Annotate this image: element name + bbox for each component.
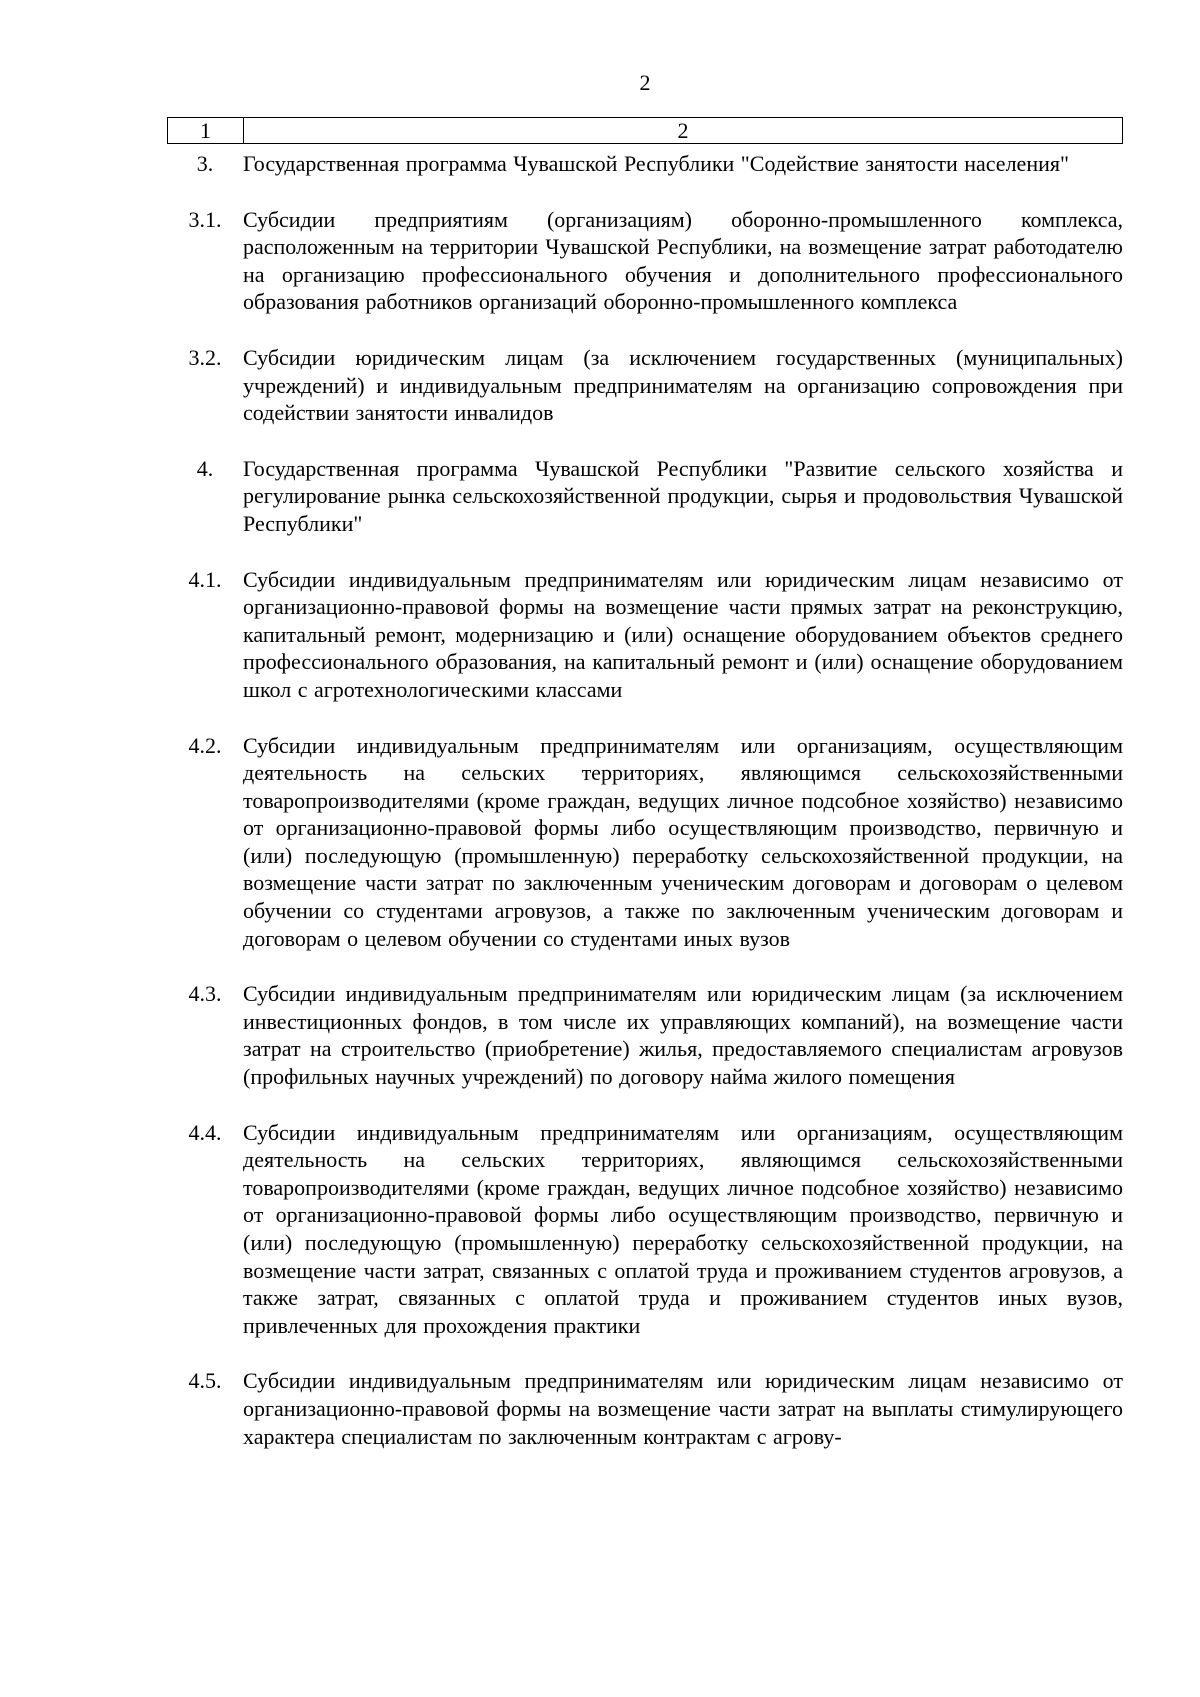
entry-text: Субсидии индивидуальным предпринимателям или юридическим лицам (за исключением инвестиционных фондов, в том числе их управляющих компаний), на возмещение части затрат на строительство (приобретение) жилья, предоставляемого специалистам агровузов (профильных научных учреждений) по договору найма жилого помещения [243, 981, 1123, 1090]
page-number: 2 [639, 70, 651, 95]
column-header-row [168, 118, 1123, 144]
entry-text: Субсидии индивидуальным предпринимателям или организациям, осуществляющим деятельность на сельских территориях, являющимся сельскохозяйственными товаропроизводителями (кроме граждан, ведущих личное подсобное хозяйство) независимо от организационно-правовой формы либо осуществляющим производство, первичную и (или) последующую (промышленную) переработку сельскохозяйственной продукции, на возмещение части затрат, связанных с оплатой труда и проживанием студентов агровузов, а также затрат, связанных с оплатой труда и проживанием студентов иных вузов, привлеченных для прохождения практики [243, 1119, 1123, 1338]
entry-4-5 [167, 1367, 1123, 1450]
entries-list [167, 150, 1123, 1478]
entry-text: Субсидии индивидуальным предпринимателям или организациям, осуществляющим деятельность на сельских территориях, являющимся сельскохозяйственными товаропроизводителями (кроме граждан, ведущих личное подсобное хозяйство) независимо от организационно-правовой формы либо осуществляющим производство, первичную и (или) последующую (промышленную) переработку сельскохозяйственной продукции, на возмещение части затрат по заключенным ученическим договорам и договорам о целевом обучении со студентами агровузов, а также по заключенным ученическим договорам и договорам о целевом обучении со студентами иных вузов [243, 732, 1123, 951]
entry-4-3 [167, 980, 1123, 1090]
entry-number: 3.1. [188, 206, 222, 232]
entry-number: 3. [196, 151, 214, 176]
entry-text: Субсидии индивидуальным предпринимателям или юридическим лицам независимо от организационно-правовой формы на возмещение части прямых затрат на реконструкцию, капитальный ремонт, модернизацию и (или) оснащение оборудованием объектов среднего профессионального образования, на капитальный ремонт и (или) оснащение оборудованием школ с агротехнологическими классами [243, 566, 1123, 702]
entry-number: 4.4. [188, 1119, 222, 1145]
entry-4 [167, 455, 1123, 538]
entry-number: 4. [196, 455, 214, 481]
column-header-2: 2 [244, 118, 1123, 144]
entry-number: 3.2. [188, 344, 222, 370]
entry-3 [167, 150, 1123, 178]
entry-3-2 [167, 344, 1123, 427]
entry-4-1 [167, 566, 1123, 704]
entry-text: Государственная программа Чувашской Республики "Развитие сельского хозяйства и регулирование рынка сельскохозяйственной продукции, сырья и продовольствия Чувашской Республики" [243, 455, 1123, 536]
entry-text: Субсидии индивидуальным предпринимателям или юридическим лицам независимо от организационно-правовой формы на возмещение части затрат на выплаты стимулирующего характера специалистам по заключенным контрактам с агрову- [243, 1368, 1123, 1449]
entry-4-4 [167, 1119, 1123, 1340]
entry-number: 4.1. [188, 566, 222, 592]
entry-number: 4.5. [188, 1368, 222, 1394]
column-header-1: 1 [168, 118, 244, 144]
entry-number: 4.2. [188, 732, 222, 758]
entry-3-1 [167, 206, 1123, 316]
entry-text: Субсидии предприятиям (организациям) оборонно-промышленного комплекса, расположенным на территории Чувашской Республики, на возмещение затрат работодателю на организацию профессионального обучения и дополнительного профессионального образования работников организаций оборонно-промышленного комплекса [243, 206, 1123, 315]
entry-4-2 [167, 732, 1123, 953]
entry-text: Государственная программа Чувашской Республики "Содействие занятости населения" [243, 151, 1069, 176]
column-header-table [167, 117, 1123, 144]
entry-number: 4.3. [188, 981, 222, 1007]
entry-text: Субсидии юридическим лицам (за исключением государственных (муниципальных) учреждений) и индивидуальным предпринимателям на организацию сопровождения при содействии занятости инвалидов [243, 344, 1123, 426]
